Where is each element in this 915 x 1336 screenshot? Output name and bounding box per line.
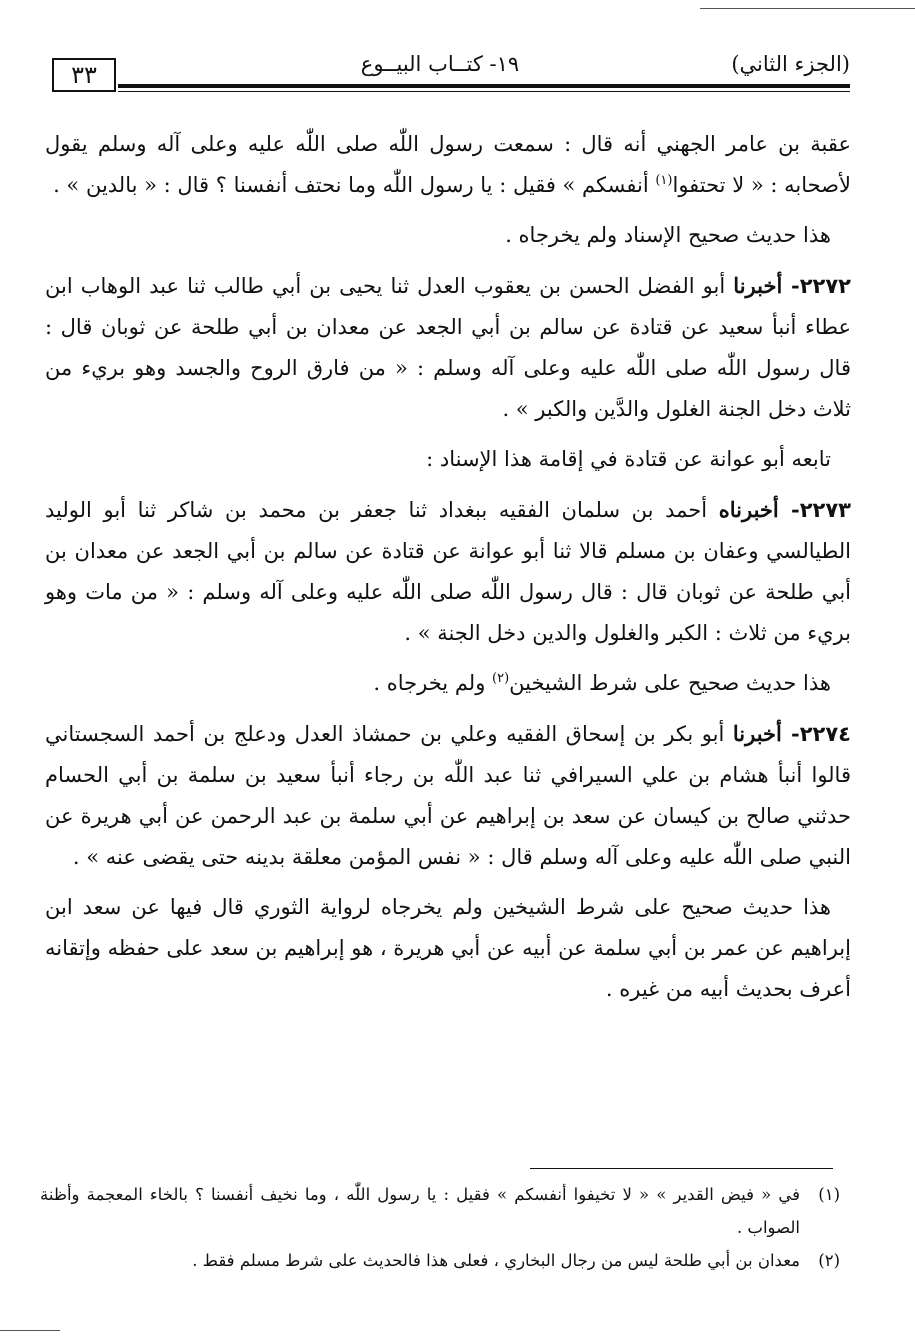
footnote-2: [40, 1244, 840, 1277]
hadith-number: ٢٢٧٣: [799, 498, 851, 522]
hadith-text: أحمد بن سلمان الفقيه ببغداد ثنا جعفر بن محمد بن شاكر ثنا أبو الوليد الطيالسي وعفان بن مسلم قالا ثنا أبو عوانة عن قتادة عن سالم بن أبي الجعد عن معدان بن أبي طلحة عن ثوبان قال : قال رسول اللّٰه صلى اللّٰه عليه وعلى آله وسلم : « من مات وهو بريء من ثلاث : الكبر والغلول والدين دخل الجنة » .: [45, 498, 851, 645]
header-rule-thin: [118, 91, 850, 92]
paragraph-2: هذا حديث صحيح الإسناد ولم يخرجاه .: [505, 223, 831, 247]
paragraph-5: هذا حديث صحيح على شرط الشيخين ولم يخرجاه لرواية الثوري قال فيها عن سعد ابن إبراهيم عن عمر بن أبي سلمة عن أبيه عن أبي هريرة ، هو إبراهيم بن سعد على حفظه وإتقانه أعرف بحديث أبيه من غيره .: [45, 895, 851, 1001]
bottom-edge-rule: [0, 1330, 60, 1331]
hadith-2273: [45, 489, 851, 654]
page-number-box: ٣٣: [52, 58, 116, 92]
paragraph-text: هذا حديث صحيح على شرط الشيخين: [509, 671, 831, 695]
hadith-2274: [45, 713, 851, 878]
footnote-mark: (١): [818, 1185, 840, 1204]
top-edge-rule: [700, 8, 915, 9]
hadith-number: ٢٢٧٢: [799, 274, 851, 298]
hadith-lead: - أخبرنا: [732, 721, 800, 746]
paragraph-1: [45, 124, 851, 206]
header-rule-thick: [118, 84, 850, 88]
hadith-text: أبو بكر بن إسحاق الفقيه وعلي بن حمشاذ العدل ودعلج بن أحمد السجستاني قالوا أنبأ هشام بن علي السيرافي ثنا عبد اللّٰه بن رجاء أنبأ سعيد بن سلمة بن أبي الحسام حدثني صالح بن كيسان عن سعد بن إبراهيم عن أبي سلمة بن عبد الرحمن عن أبي هريرة عن النبي صلى اللّٰه عليه وعلى آله وسلم قال : « نفس المؤمن معلقة بدينه حتى يقضى عنه » .: [45, 722, 851, 869]
footnote-text: في « فيض القدير » « لا تخيفوا أنفسكم » فقيل : يا رسول اللّٰه ، وما نخيف أنفسنا ؟ بالخاء المعجمة وأظنة الصواب .: [40, 1185, 800, 1237]
hadith-number: ٢٢٧٤: [799, 722, 851, 746]
footnote-separator: [530, 1168, 833, 1169]
page-header: [40, 50, 850, 94]
paragraph-text: أنفسكم » فقيل : يا رسول اللّٰه وما نحتف أنفسنا ؟ قال : « بالدين » .: [53, 173, 656, 197]
paragraph-text: عقبة بن عامر الجهني أنه قال : سمعت رسول اللّٰه صلى اللّٰه عليه وعلى آله وسلم يقول لأصحابه : « لا تحتفوا: [45, 132, 851, 197]
paragraph-4: [45, 663, 851, 704]
paragraph-text: ولم يخرجاه .: [373, 671, 493, 695]
hadith-text: أبو الفضل الحسن بن يعقوب العدل ثنا يحيى بن أبي طالب ثنا عبد الوهاب ابن عطاء أنبأ سعيد عن قتادة عن سالم بن أبي الجعد عن معدان بن أبي طلحة عن ثوبان قال : قال رسول اللّٰه صلى اللّٰه عليه وعلى آله وسلم : « من فارق الروح والجسد وهو بريء من ثلاث دخل الجنة الغلول والدَّين والكبر » .: [45, 274, 851, 421]
footnote-text: معدان بن أبي طلحة ليس من رجال البخاري ، فعلى هذا فالحديث على شرط مسلم فقط .: [192, 1251, 800, 1270]
footnotes: [40, 1178, 840, 1277]
hadith-lead: - أخبرنا: [733, 273, 800, 298]
volume-label: (الجزء الثاني): [731, 52, 850, 76]
paragraph-3: تابعه أبو عوانة عن قتادة في إقامة هذا الإسناد :: [426, 447, 831, 471]
hadith-2272: [45, 265, 851, 430]
footnote-ref-1[interactable]: (١): [655, 173, 673, 188]
footnote-mark: (٢): [818, 1251, 840, 1270]
hadith-lead: - أخبرناه: [718, 497, 800, 522]
chapter-title: ١٩- كتــاب البيــوع: [360, 52, 520, 76]
page-body: [45, 124, 851, 1019]
footnote-ref-2[interactable]: (٢): [492, 671, 510, 686]
footnote-1: [40, 1178, 840, 1244]
